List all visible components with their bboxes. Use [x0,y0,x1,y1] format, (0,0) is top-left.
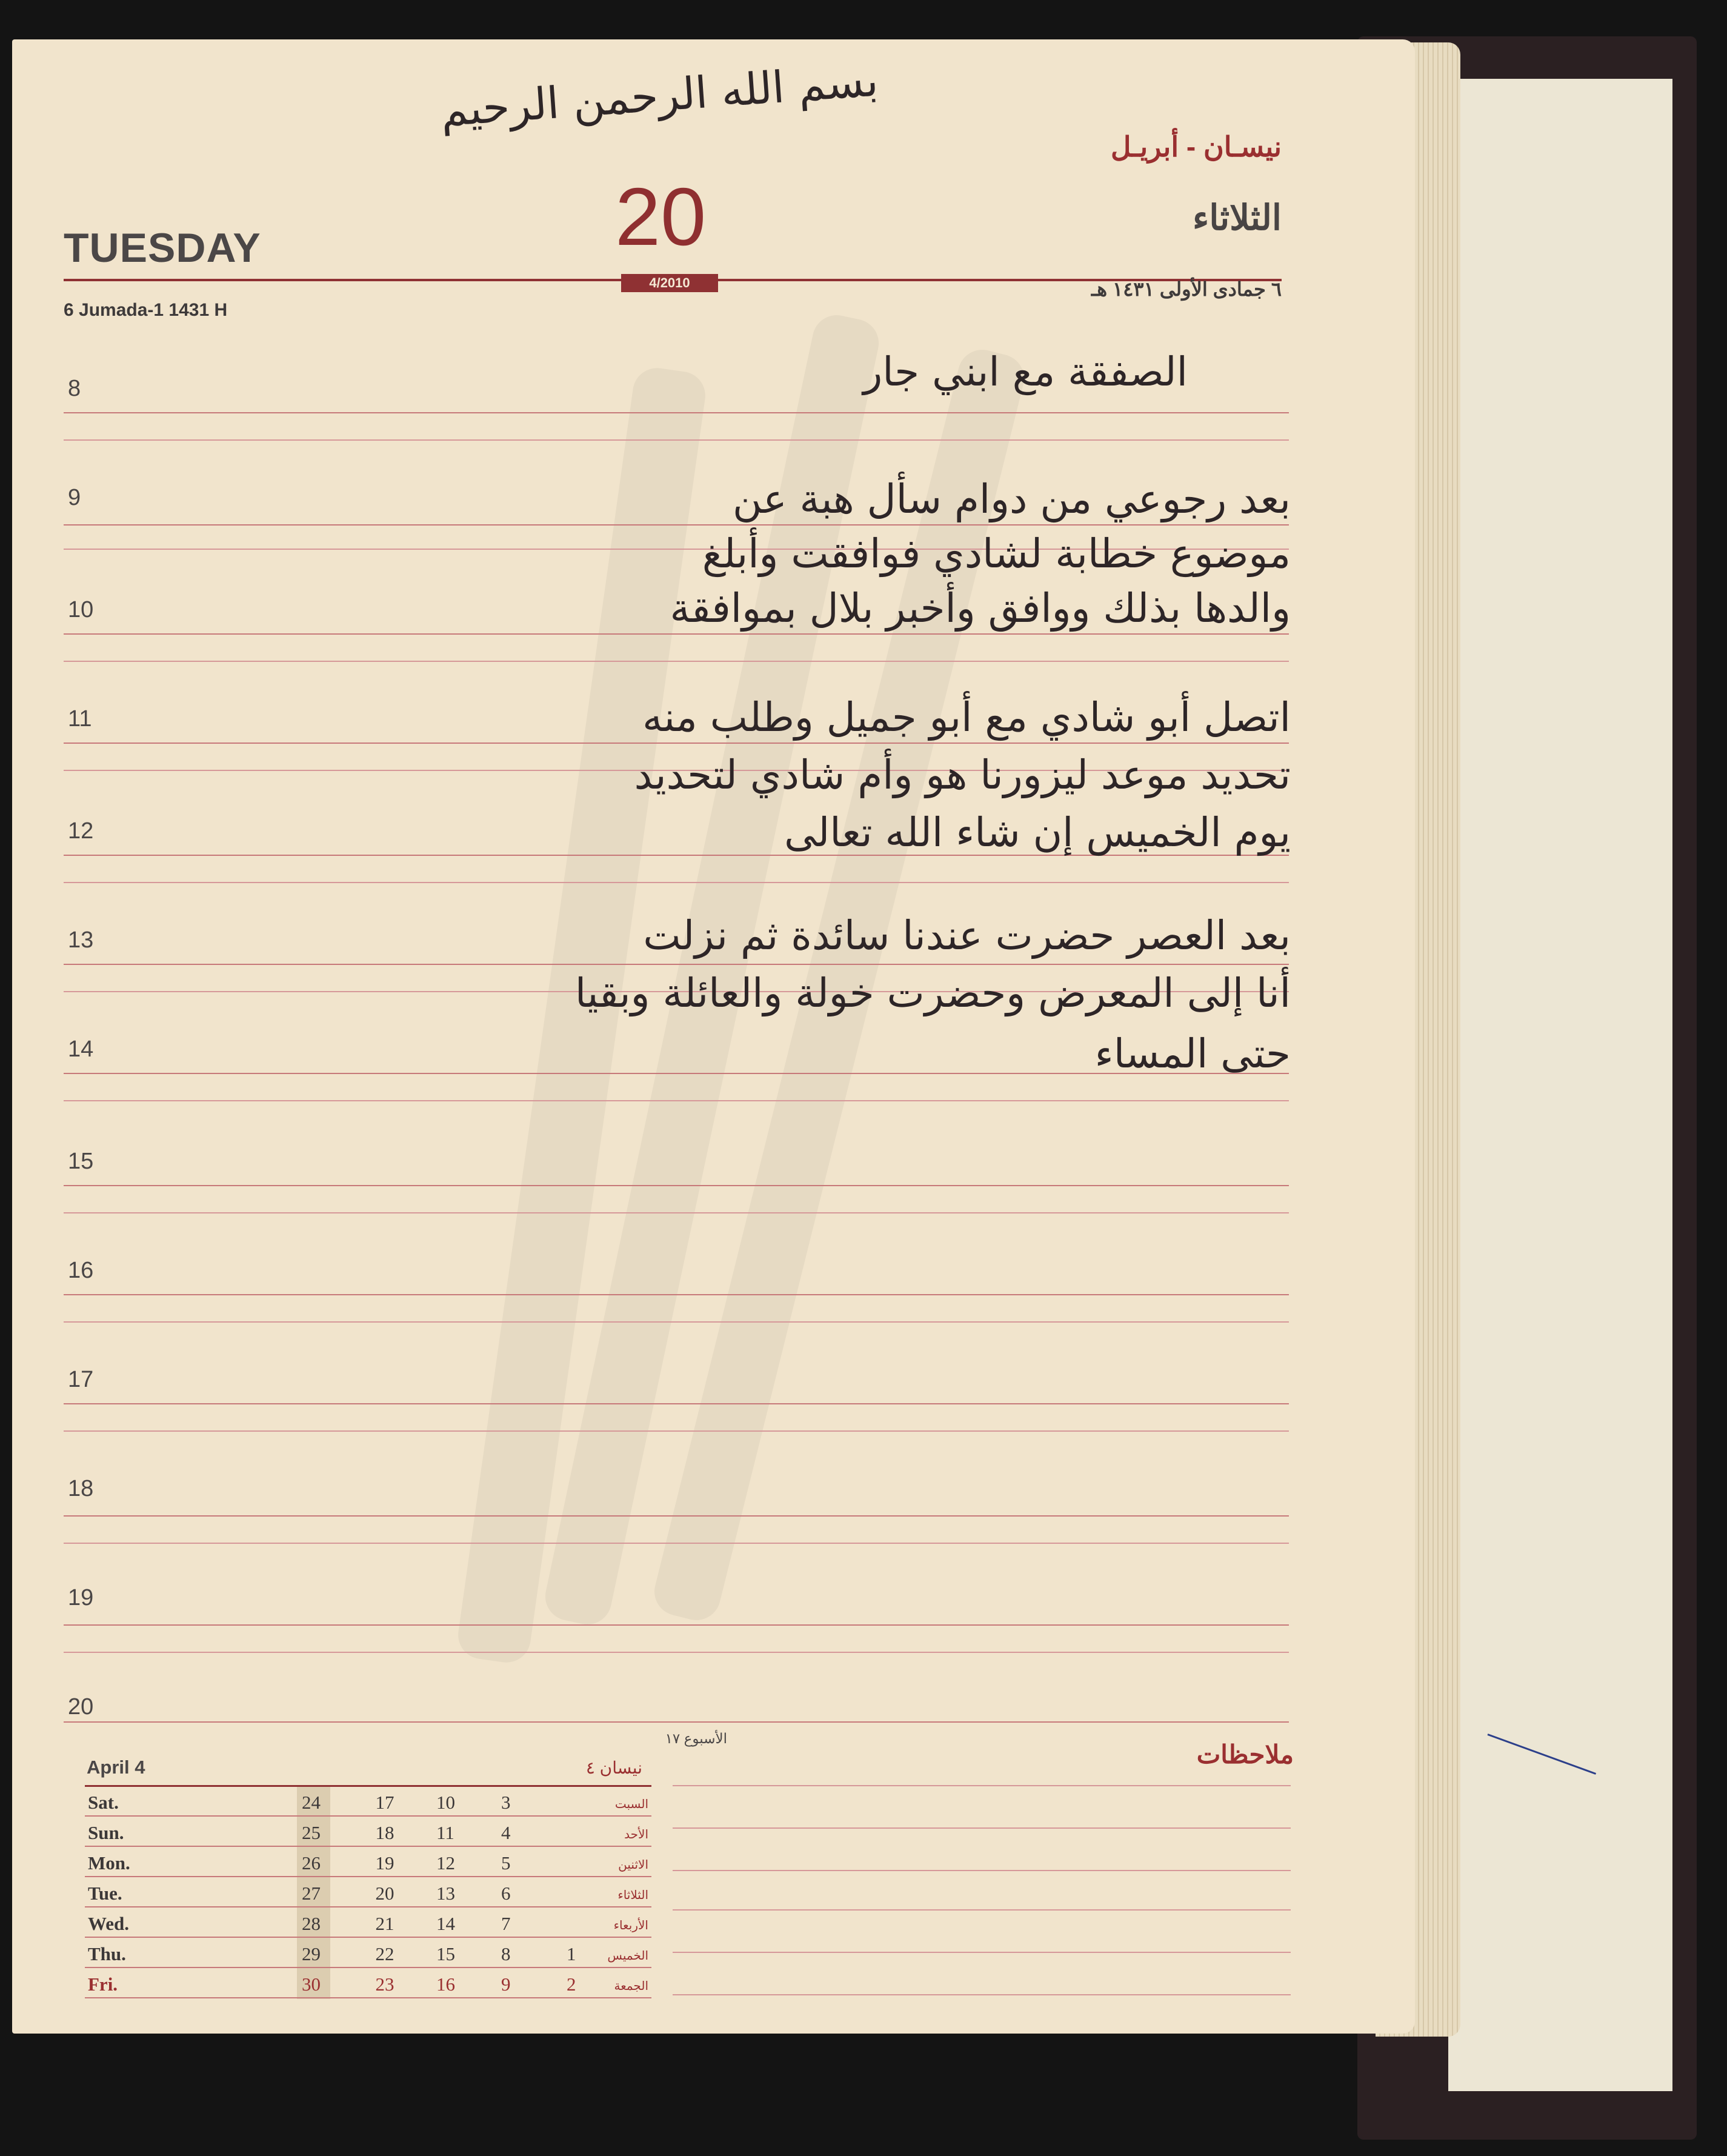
calendar-title-en: April 4 [87,1757,145,1778]
handwritten-line: موضوع خطابة لشادي فوافقت وأبلغ [702,530,1291,577]
calendar-row [85,1909,651,1940]
calendar-day: 18 [375,1822,394,1843]
basmala-handwriting: بسم الله الرحمن الرحيم [439,55,880,136]
calendar-day: 30 [302,1974,321,1995]
calendar-row [85,1970,651,2000]
date-number: 20 [615,171,707,262]
hour-label: 19 [68,1585,94,1610]
calendar-day: 5 [501,1852,511,1874]
calendar-day: 17 [375,1792,394,1813]
weekday-ar: السبت [614,1797,648,1811]
week-number: الأسبوع ١٧ [665,1730,727,1746]
handwritten-line: والدها بذلك ووافق وأخبر بلال بموافقة [670,585,1291,632]
calendar-day: 8 [501,1943,511,1964]
calendar-row [85,1818,651,1849]
weekday-en: Fri. [88,1974,118,1995]
calendar-rule [85,1937,651,1938]
weekday-ar: الخميس [607,1948,648,1963]
hour-label: 10 [68,597,94,622]
calendar-day: 24 [302,1792,321,1813]
calendar-day: 11 [436,1822,454,1843]
endpaper [1448,79,1672,2091]
calendar-rule [85,1906,651,1907]
calendar-day: 27 [302,1883,321,1904]
calendar-row [85,1879,651,1909]
weekday-en: Sat. [88,1792,119,1813]
calendar-day: 10 [436,1792,455,1813]
calendar-row [85,1788,651,1818]
hour-label: 17 [68,1367,94,1392]
weekday-ar: الثلاثاء [617,1887,648,1902]
handwritten-line: اتصل أبو شادي مع أبو جميل وطلب منه [642,694,1291,741]
weekday-en: Thu. [88,1943,126,1964]
weekday-en: Mon. [88,1852,130,1874]
calendar-day: 2 [567,1974,576,1995]
handwritten-line: بعد العصر حضرت عندنا سائدة ثم نزلت [643,912,1291,959]
month-name-ar: نيسـان - أبريـل [1111,131,1282,162]
calendar-rule [85,1967,651,1968]
weekday-ar: الاثنين [618,1857,648,1872]
hour-label: 15 [68,1149,94,1174]
hour-label: 20 [68,1694,94,1720]
calendar-day: 19 [375,1852,394,1874]
hour-label: 11 [68,706,92,732]
calendar-day: 14 [436,1913,455,1934]
hour-label: 9 [68,485,81,510]
hour-label: 16 [68,1258,94,1283]
calendar-day: 28 [302,1913,321,1934]
hour-label: 12 [68,818,94,844]
calendar-rule [85,1846,651,1847]
day-name-ar: الثلاثاء [1193,198,1282,238]
weekday-ar: الأحد [624,1827,648,1841]
notes-title: ملاحظات [1196,1740,1294,1769]
calendar-day: 25 [302,1822,321,1843]
calendar-day: 29 [302,1943,321,1964]
calendar-rule [85,1997,651,1998]
handwritten-line: بعد رجوعي من دوام سأل هبة عن [732,476,1291,522]
calendar-day: 21 [375,1913,394,1934]
calendar-day: 13 [436,1883,455,1904]
calendar-day: 16 [436,1974,455,1995]
handwritten-line: أنا إلى المعرض وحضرت خولة والعائلة وبقيا [574,970,1291,1016]
calendar-row [85,1849,651,1879]
calendar-day: 20 [375,1883,394,1904]
handwritten-line: حتى المساء [1094,1030,1291,1077]
calendar-day: 3 [501,1792,511,1813]
weekday-ar: الأربعاء [613,1918,648,1932]
calendar-day: 12 [436,1852,455,1874]
calendar-title-ar: نيسان ٤ [585,1758,642,1777]
hijri-date-en: 6 Jumada-1 1431 H [64,300,228,320]
calendar-row [85,1940,651,1970]
day-name-en: TUESDAY [64,225,261,271]
calendar-day: 15 [436,1943,455,1964]
handwritten-line: تحديد موعد ليزورنا هو وأم شادي لتحديد [634,752,1291,798]
weekday-en: Tue. [88,1883,122,1904]
calendar-day: 26 [302,1852,321,1874]
weekday-ar: الجمعة [614,1978,648,1993]
handwritten-line: الصفقة مع ابني جار [863,349,1188,395]
month-year-badge: 4/2010 [621,274,718,292]
calendar-day: 7 [501,1913,511,1934]
hijri-date-ar: ٦ جمادى الأولى ١٤٣١ هـ [1091,278,1282,300]
hour-label: 13 [68,927,94,953]
calendar-day: 22 [375,1943,394,1964]
weekday-en: Wed. [88,1913,130,1934]
calendar-rule [85,1876,651,1877]
calendar-day: 23 [375,1974,394,1995]
hour-label: 14 [68,1036,94,1062]
calendar-rule [85,1785,651,1787]
calendar-rule [85,1815,651,1817]
calendar-day: 9 [501,1974,511,1995]
hour-label: 8 [68,376,81,401]
calendar-day: 1 [567,1943,576,1964]
handwritten-line: يوم الخميس إن شاء الله تعالى [784,809,1291,856]
hour-label: 18 [68,1476,94,1501]
calendar-day: 6 [501,1883,511,1904]
weekday-en: Sun. [88,1822,124,1843]
calendar-day: 4 [501,1822,511,1843]
